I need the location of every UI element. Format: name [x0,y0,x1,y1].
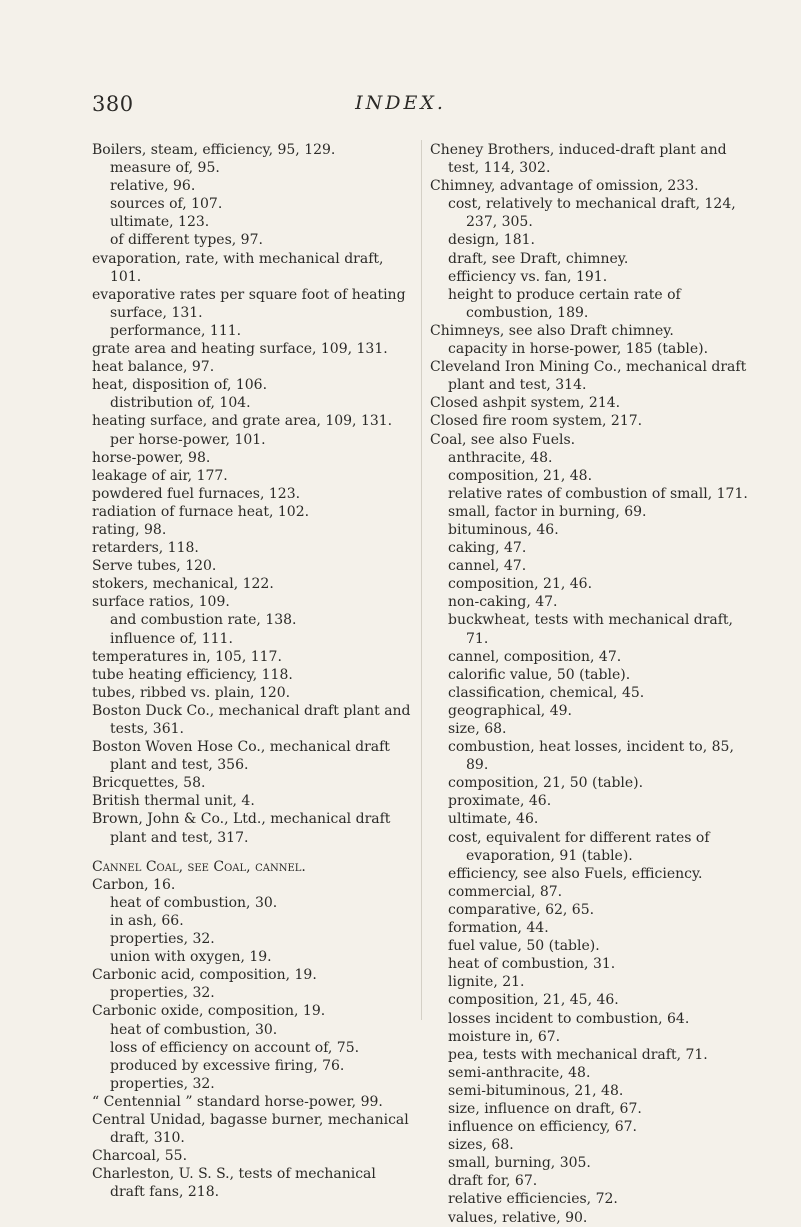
index-entry: cost, relatively to mechanical draft, 124, 237, 305. [448,196,736,231]
index-entry: tube heating efficiency, 118. [92,666,293,683]
index-entry: per horse-power, 101. [110,431,266,448]
index-entry: produced by excessive firing, 76. [110,1057,345,1074]
index-entry: radiation of furnace heat, 102. [92,503,310,520]
index-entry: combustion, heat losses, incident to, 85, 89. [448,739,734,774]
index-entry: buckwheat, tests with mechanical draft, 71. [448,612,734,647]
index-entry: performance, 111. [110,322,242,339]
index-entry: composition, 21, 45, 46. [448,992,619,1009]
index-entry: lignite, 21. [448,974,525,991]
index-entry: Boston Woven Hose Co., mechanical draft plant and test, 356. [92,739,390,774]
index-entry: Central Unidad, bagasse burner, mechanical draft, 310. [92,1111,409,1147]
index-entry: heat of combustion, 31. [448,956,616,973]
index-entry: small, burning, 305. [448,1155,591,1172]
index-entry: semi-bituminous, 21, 48. [448,1082,624,1099]
page-number: 380 [92,92,134,116]
index-entry: sizes, 68. [448,1137,514,1154]
index-entry: composition, 21, 50 (table). [448,775,644,792]
index-entry: Brown, John & Co., Ltd., mechanical draft plant and test, 317. [92,811,391,846]
index-entry: losses incident to combustion, 64. [448,1010,690,1027]
index-entry: distribution of, 104. [110,395,251,412]
index-entry: formation, 44. [448,920,549,937]
index-entry: properties, 32. [110,985,215,1002]
index-entry: proximate, 46. [448,793,552,810]
index-entry: evaporative rates per square foot of heating surface, 131. [92,286,406,321]
index-entry: fuel value, 50 (table). [448,938,600,955]
index-entry: heat balance, 97. [92,359,215,376]
index-entry: loss of efficiency on account of, 75. [110,1039,360,1056]
index-entry: surface ratios, 109. [92,594,230,611]
index-entry: Cleveland Iron Mining Co., mechanical draft plant and test, 314. [430,359,747,394]
running-head: INDEX. [355,92,446,114]
index-entry: union with oxygen, 19. [110,949,272,966]
index-entry: Boilers, steam, efficiency, 95, 129. [92,142,336,158]
index-entry: retarders, 118. [92,540,199,557]
index-entry: powdered fuel furnaces, 123. [92,485,301,502]
index-entry: of different types, 97. [110,232,263,249]
index-entry: draft for, 67. [448,1173,538,1190]
index-entry: small, factor in burning, 69. [448,503,647,520]
index-entry: composition, 21, 46. [448,576,593,593]
index-entry: heat, disposition of, 106. [92,377,268,394]
index-entry: Bricquettes, 58. [92,775,206,792]
index-entry: size, influence on draft, 67. [448,1100,642,1117]
index-entry: anthracite, 48. [448,449,553,466]
left-column [92,141,412,1201]
index-entry: semi-anthracite, 48. [448,1064,591,1081]
index-entry: relative, 96. [110,178,196,195]
index-entry: capacity in horse-power, 185 (table). [448,341,709,358]
index-entry: and combustion rate, 138. [110,612,297,629]
index-entry: Carbonic acid, composition, 19. [92,967,317,984]
index-entry: relative rates of combustion of small, 171. [448,485,748,502]
index-entry: ultimate, 123. [110,214,210,231]
index-entry: non-caking, 47. [448,594,558,611]
index-entry: efficiency vs. fan, 191. [448,268,608,285]
index-entry: moisture in, 67. [448,1028,561,1045]
index-entry: influence on efficiency, 67. [448,1119,638,1136]
right-column [430,141,755,1227]
index-entry: properties, 32. [110,931,215,948]
index-entry: Chimney, advantage of omission, 233. [430,178,699,195]
index-entry: cannel, 47. [448,558,527,575]
index-entry: properties, 32. [110,1075,215,1092]
index-entry: Cannel Coal, see Coal, cannel. [92,858,306,875]
index-entry: sources of, 107. [110,196,223,213]
index-entry: Closed fire room system, 217. [430,413,643,430]
index-entry: Charcoal, 55. [92,1148,188,1165]
index-entry: Serve tubes, 120. [92,558,217,575]
index-entry: size, 68. [448,721,507,737]
index-entry: influence of, 111. [110,630,233,647]
index-entry: classification, chemical, 45. [448,684,645,701]
index-entry: calorific value, 50 (table). [448,666,631,683]
index-entry: heating surface, and grate area, 109, 131. [92,413,393,430]
index-entry: cost, equivalent for different rates of evaporation, 91 (table). [448,829,710,864]
index-entry: Cheney Brothers, induced-draft plant and test, 114, 302. [430,142,727,177]
index-entry: commercial, 87. [448,883,563,900]
index-entry: height to produce certain rate of combustion, 189. [448,286,681,321]
index-entry: Carbon, 16. [92,876,176,893]
index-entry: comparative, 62, 65. [448,901,595,918]
index-entry: horse-power, 98. [92,449,211,466]
index-entry: geographical, 49. [448,702,572,719]
index-entry: Coal, see also Fuels. [430,431,576,448]
index-entry: draft, see Draft, chimney. [448,250,629,267]
index-entry: composition, 21, 48. [448,467,593,484]
index-entry: design, 181. [448,232,535,249]
index-entry: Boston Duck Co., mechanical draft plant and tests, 361. [92,702,411,737]
index-entry: grate area and heating surface, 109, 131. [92,341,388,358]
index-entry: heat of combustion, 30. [110,894,278,911]
index-entry: in ash, 66. [110,912,184,929]
index-entry: values, relative, 90. [448,1209,588,1226]
index-entry: leakage of air, 177. [92,467,228,484]
index-entry: cannel, composition, 47. [448,648,622,665]
index-entry: temperatures in, 105, 117. [92,648,282,665]
index-entry: efficiency, see also Fuels, efficiency. [448,865,703,882]
index-entry: measure of, 95. [110,160,220,177]
index-entry: caking, 47. [448,540,527,557]
index-entry: heat of combustion, 30. [110,1021,278,1038]
index-entry: relative efficiencies, 72. [448,1191,618,1208]
index-entry: bituminous, 46. [448,521,559,538]
index-entry: “ Centennial ” standard horse-power, 99. [92,1093,383,1110]
index-entry: pea, tests with mechanical draft, 71. [448,1046,708,1063]
index-entry: evaporation, rate, with mechanical draft, 101. [92,250,384,285]
index-entry: Closed ashpit system, 214. [430,395,621,412]
index-entry: stokers, mechanical, 122. [92,576,274,593]
index-entry: Chimneys, see also Draft chimney. [430,322,674,339]
index-entry: Charleston, U. S. S., tests of mechanical draft fans, 218. [92,1166,376,1201]
index-entry: tubes, ribbed vs. plain, 120. [92,684,291,701]
index-entry: Carbonic oxide, composition, 19. [92,1003,326,1020]
index-entry: rating, 98. [92,521,167,538]
index-entry: British thermal unit, 4. [92,793,255,810]
column-divider [421,140,422,1020]
index-entry: ultimate, 46. [448,811,539,828]
